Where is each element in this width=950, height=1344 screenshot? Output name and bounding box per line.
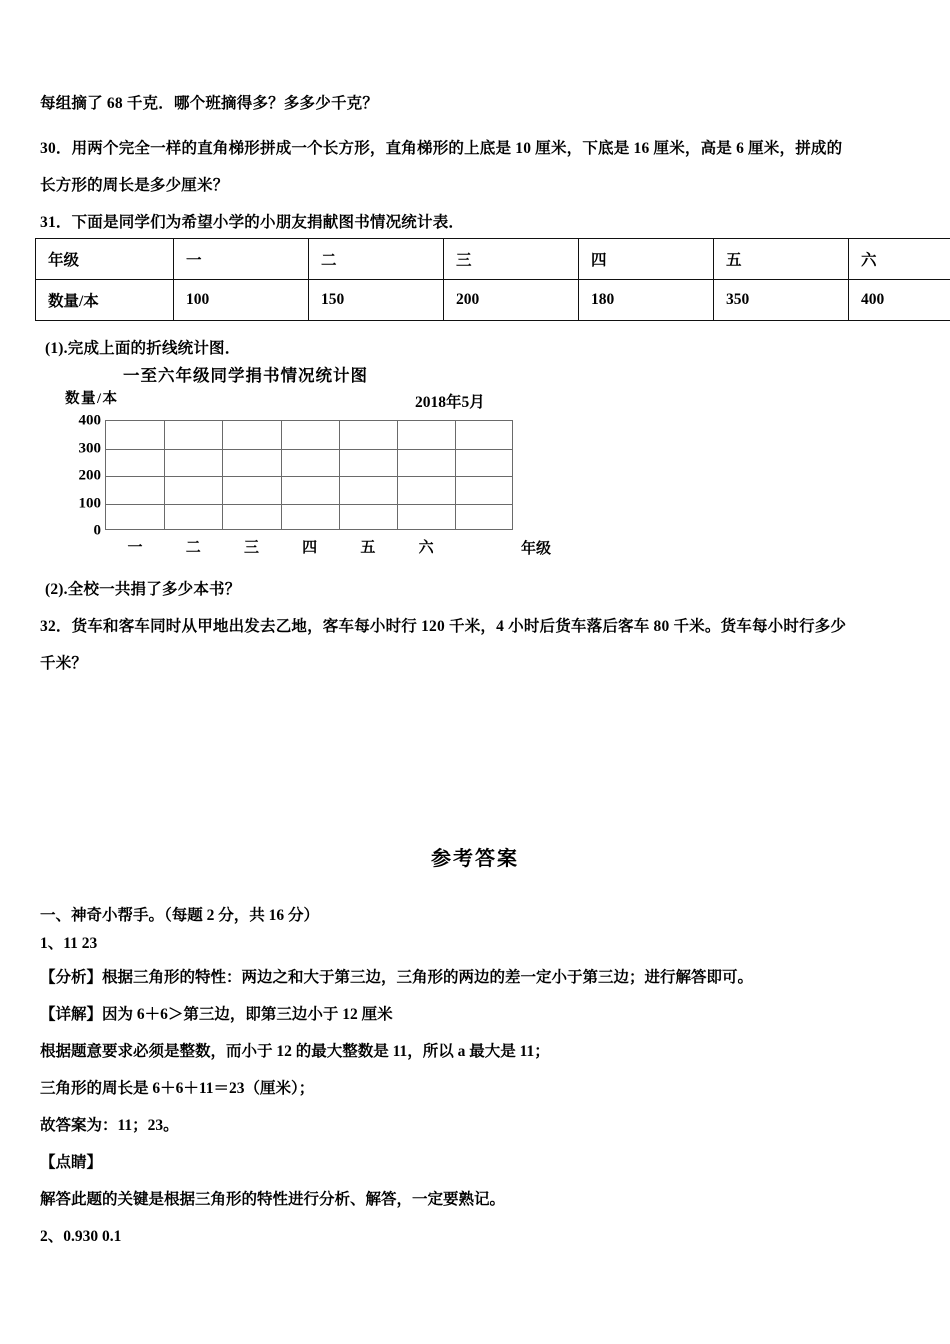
gridline-horizontal-300 [106, 449, 512, 450]
x-tick-grade-1: 一 [127, 540, 143, 556]
x-tick-grade-6: 六 [418, 540, 434, 556]
chart-y-axis-label: 数量/本 [65, 391, 119, 407]
x-tick-grade-4: 四 [302, 540, 318, 556]
y-tick-300: 300 [78, 440, 101, 456]
table-cell-quantity-6: 400 [849, 280, 950, 321]
chart-x-axis-label: 年级 [521, 541, 552, 557]
question-31-sub1: (1).完成上面的折线统计图． [45, 340, 241, 357]
question-29-tail: 每组摘了 68 千克．哪个班摘得多？多多少千克？ [40, 95, 379, 112]
question-31-sub2: (2).全校一共捐了多少本书？ [45, 581, 241, 598]
donation-line-chart [55, 362, 595, 562]
chart-title: 一至六年级同学捐书情况统计图 [123, 366, 368, 385]
table-row [36, 239, 950, 280]
question-30-line1: 30．用两个完全一样的直角梯形拼成一个长方形，直角梯形的上底是 10 厘米，下底是 16 厘米，高是 6 厘米，拼成的 [40, 140, 843, 157]
table-cell-grade-1: 一 [174, 239, 309, 280]
donation-statistics-table [35, 238, 950, 321]
answer-detail-2: 根据题意要求必须是整数，而小于 12 的最大整数是 11，所以 a 最大是 11； [40, 1043, 550, 1060]
gridline-vertical-5 [397, 421, 398, 529]
table-cell-grade-3: 三 [444, 239, 579, 280]
table-cell-quantity-1: 100 [174, 280, 309, 321]
table-cell-quantity-2: 150 [309, 280, 444, 321]
answer-analysis-1: 【分析】根据三角形的特性：两边之和大于第三边，三角形的两边的差一定小于第三边；进行解答即可。 [40, 969, 754, 986]
gridline-vertical-2 [222, 421, 223, 529]
question-31-stem: 31．下面是同学们为希望小学的小朋友捐献图书情况统计表． [40, 214, 465, 231]
gridline-vertical-3 [281, 421, 282, 529]
table-row [36, 280, 950, 321]
table-cell-quantity-5: 350 [714, 280, 849, 321]
table-cell-grade-6: 六 [849, 239, 950, 280]
y-tick-400: 400 [78, 412, 101, 429]
x-tick-grade-2: 二 [185, 540, 201, 556]
table-cell-grade-header: 年级 [36, 239, 174, 280]
answer-insight-body: 解答此题的关键是根据三角形的特性进行分析、解答，一定要熟记。 [40, 1191, 506, 1208]
chart-plot-area [78, 412, 513, 556]
table-cell-grade-2: 二 [309, 239, 444, 280]
answers-heading: 参考答案 [431, 848, 519, 870]
gridline-vertical-4 [339, 421, 340, 529]
table-cell-quantity-header: 数量/本 [36, 280, 174, 321]
y-tick-200: 200 [78, 467, 101, 484]
chart-date-annotation: 2018年5月 [415, 394, 485, 411]
gridline-horizontal-100 [106, 504, 512, 505]
answer-conclusion: 故答案为：11；23。 [40, 1117, 179, 1134]
table-cell-quantity-4: 180 [579, 280, 714, 321]
answers-section-title: 一、神奇小帮手。（每题 2 分，共 16 分） [40, 907, 320, 924]
table-cell-grade-4: 四 [579, 239, 714, 280]
gridline-vertical-6 [455, 421, 456, 529]
answer-detail-1: 【详解】因为 6＋6＞第三边，即第三边小于 12 厘米 [40, 1006, 393, 1023]
answer-item-1: 1、11 23 [40, 935, 98, 952]
answer-insight-heading: 【点睛】 [40, 1154, 103, 1171]
answer-item-2: 2、0.930 0.1 [40, 1228, 122, 1245]
gridline-horizontal-200 [106, 476, 512, 477]
x-tick-grade-3: 三 [243, 540, 260, 556]
question-32-line2: 千米？ [40, 655, 88, 672]
y-tick-0: 0 [93, 522, 101, 539]
question-30-line2: 长方形的周长是多少厘米？ [40, 177, 229, 194]
x-tick-grade-5: 五 [360, 540, 376, 556]
y-tick-100: 100 [78, 495, 101, 511]
question-32-line1: 32．货车和客车同时从甲地出发去乙地，客车每小时行 120 千米，4 小时后货车落后客车 80 千米。货车每小时行多少 [40, 618, 847, 635]
gridline-vertical-1 [164, 421, 165, 529]
table-cell-quantity-3: 200 [444, 280, 579, 321]
table-cell-grade-5: 五 [714, 239, 849, 280]
answer-detail-3: 三角形的周长是 6＋6＋11＝23（厘米）； [40, 1080, 315, 1097]
